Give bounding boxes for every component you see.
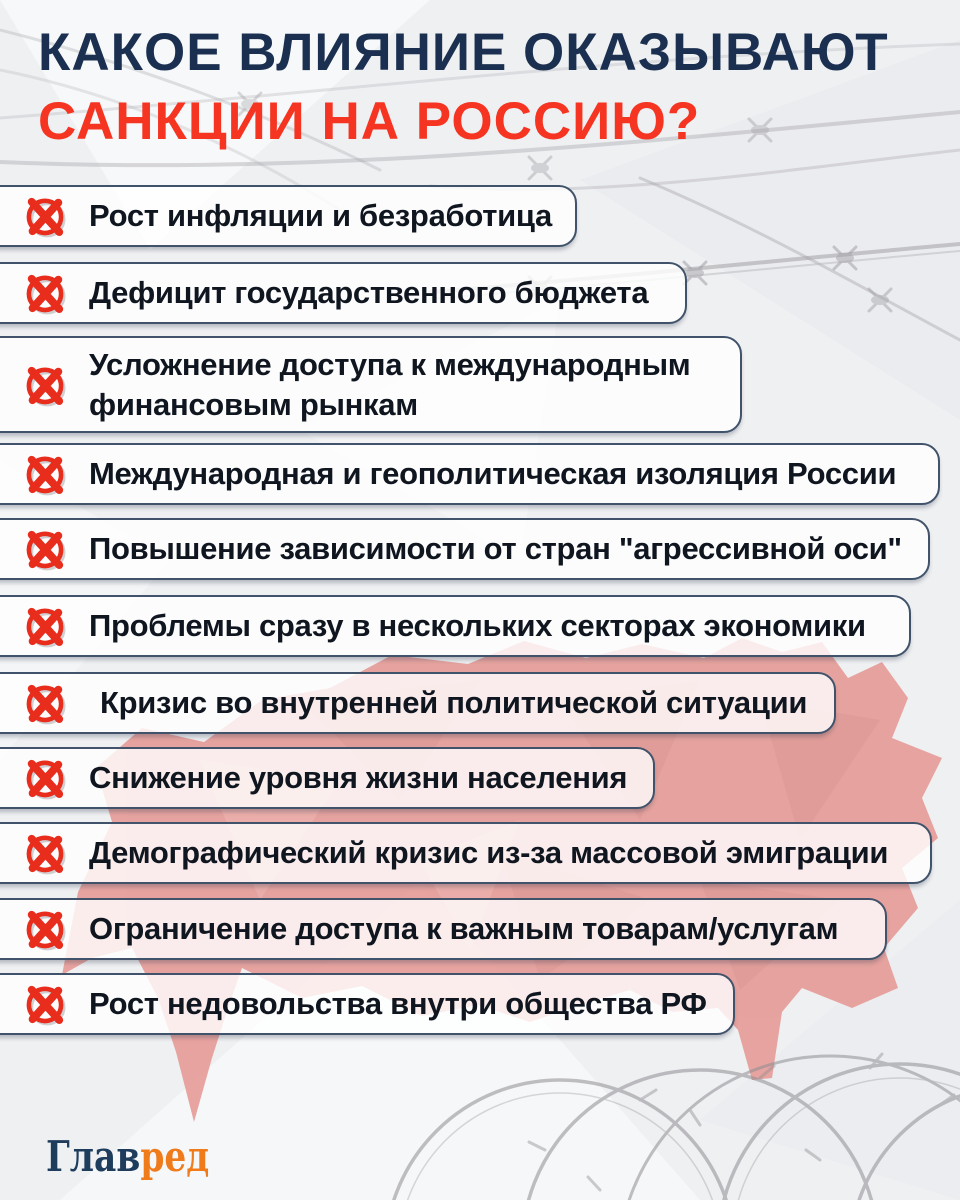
sanction-effect-item (0, 443, 940, 505)
sanction-effect-item (0, 672, 836, 734)
sanction-effect-item (0, 822, 932, 884)
crossed-circle-icon (22, 830, 68, 876)
crossed-circle-icon (22, 603, 68, 649)
sanction-effect-item (0, 262, 687, 324)
sanction-effect-item (0, 336, 742, 433)
list-item-text: Усложнение доступа к международным финансовым рынкам (89, 346, 691, 422)
crossed-circle-icon (22, 362, 68, 408)
crossed-circle-icon (22, 906, 68, 952)
list-item-text: Снижение уровня жизни населения (89, 760, 628, 795)
page-title (38, 18, 889, 156)
crossed-circle-icon (22, 755, 68, 801)
list-item-text: Дефицит государственного бюджета (89, 275, 649, 310)
brand-logo (46, 1132, 210, 1181)
crossed-circle-icon (22, 451, 68, 497)
list-item-text: Повышение зависимости от стран "агрессивной оси" (89, 531, 902, 566)
crossed-circle-icon (22, 193, 68, 239)
sanction-effect-item (0, 518, 930, 580)
sanction-effect-item (0, 747, 655, 809)
sanction-effect-item (0, 898, 887, 960)
list-item-text: Демографический кризис из-за массовой эмиграции (89, 835, 889, 870)
title-line-2: САНКЦИИ НА РОССИЮ? (38, 92, 701, 151)
list-item-text: Проблемы сразу в нескольких секторах экономики (89, 608, 866, 643)
crossed-circle-icon (22, 981, 68, 1027)
logo-part-accent: ред (140, 1132, 210, 1181)
logo-part-primary: Глав (46, 1132, 141, 1181)
crossed-circle-icon (22, 680, 68, 726)
sanction-effect-item (0, 185, 577, 247)
sanction-effect-item (0, 973, 735, 1035)
crossed-circle-icon (22, 270, 68, 316)
list-item-text: Ограничение доступа к важным товарам/услугам (89, 911, 839, 946)
list-item-text: Рост инфляции и безработица (89, 198, 552, 233)
list-item-text: Международная и геополитическая изоляция России (89, 456, 897, 491)
list-item-text: Кризис во внутренней политической ситуации (100, 685, 808, 720)
list-item-text: Рост недовольства внутри общества РФ (89, 986, 707, 1021)
sanction-effect-item (0, 595, 911, 657)
title-line-1: КАКОЕ ВЛИЯНИЕ ОКАЗЫВАЮТ (38, 23, 889, 82)
crossed-circle-icon (22, 526, 68, 572)
